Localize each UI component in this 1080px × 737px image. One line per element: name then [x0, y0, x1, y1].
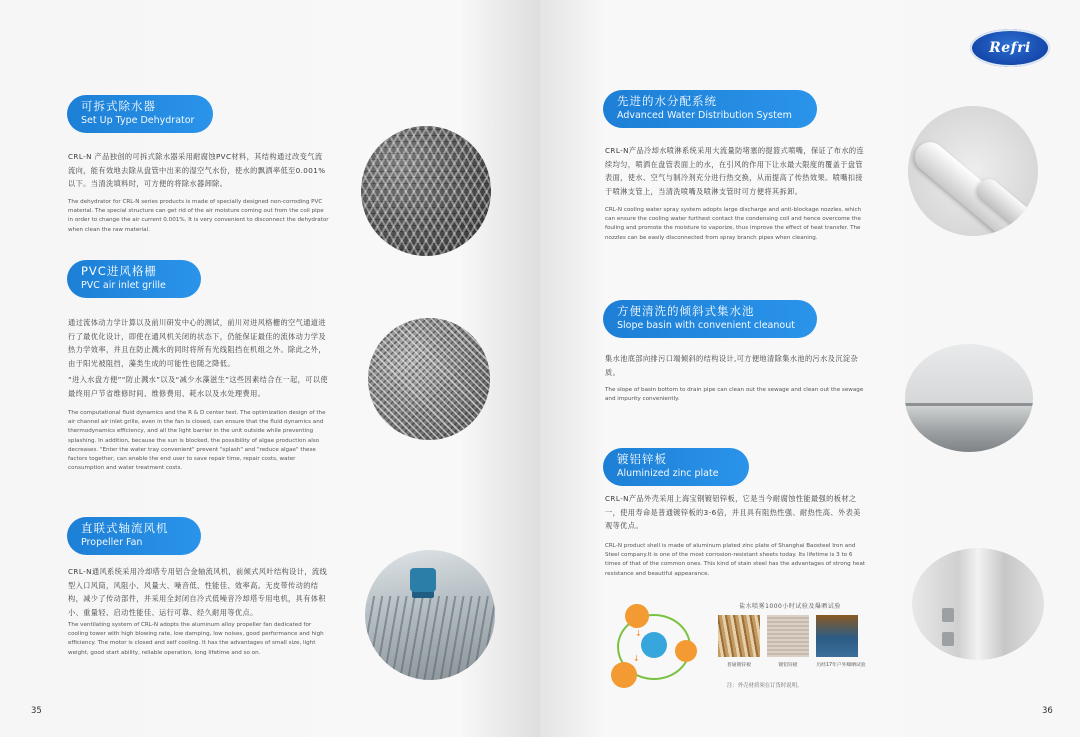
basin-title-en: Slope basin with convenient cleanout — [617, 320, 795, 331]
plate-title-en: Aluminized zinc plate — [617, 468, 719, 479]
sample-label: 普通镀锌板 — [727, 663, 751, 668]
cycle-arrow-icon: ↓ — [635, 629, 642, 638]
basin-en-text: The slope of basin bottom to drain pipe can clean out the sewage and clean out the sewage and impurity conveniently. — [605, 387, 864, 403]
grille-en-text: The computational fluid dynamics and the R & D center test. The optimization design of the air channel air inlet grille, even in the fan is closed, can ensure that the fluid dynamics and thermodynamics efficiency, and all the light barrier in the unit outside while preventing splashing. In addition, because the sun is blocked, the possibility of algae production also decreases. "Enter the water tray convenient" prevent "splash" and "reduce algae" these factors together, can enable the end user to save repair time, repair costs, water consumption and water treatment costs. — [68, 410, 326, 472]
test-title: 盐水喷雾1000小时试验及爆晒试验 — [739, 603, 841, 610]
sample-outdoor-photo — [816, 615, 858, 657]
fan-title-en: Propeller Fan — [81, 537, 143, 548]
dehydrator-title-en: Set Up Type Dehydrator — [81, 115, 195, 126]
sample-label: 镀铝锌板 — [778, 663, 798, 668]
page-number-right: 36 — [1042, 706, 1053, 716]
dehydrator-title-cn: 可拆式除水器 — [81, 99, 156, 113]
water-title-cn: 先进的水分配系统 — [617, 94, 717, 108]
plate-en-text: CRL-N product shell is made of aluminum plated zinc plate of Shanghai Baosteel Iron and Steel company.It is one of the most corrosion-resistant sheets today. Its lifetime is 3 to 6 times of that of the common ones. This kind of stain steel has the advantages of strong heat resistance and beautiful appearance. — [605, 543, 866, 577]
water-en-text: CRL-N cooling water spray system adopts large discharge and anti-blockage nozzles, which can ensure the cooling water furthest contact the condensing coil and hence overcome the fouling and promote the moisture to vaporize, thus improve the effect of heat transfer. The nozzles can be easily disconnected from spray branch pipes when cleaning. — [605, 207, 862, 241]
grille-title-cn: PVC进风格栅 — [81, 264, 157, 278]
cycle-node-1 — [625, 604, 649, 628]
dehydrator-en-text: The dehydrator for CRL-N series products is made of specially designed non-corroding PVC material. The special structure can get rid of the air moisture coming out from the coil pipe in order to change the air current 0.001%. It is very convenient to disconnect the dehydrator when clean the raw material. — [68, 199, 329, 233]
basin-title-cn: 方便清洗的倾斜式集水池 — [617, 304, 755, 318]
basin-photo — [905, 344, 1033, 452]
sample-aluzinc-photo — [767, 615, 809, 657]
cycle-arrow-icon: ↓ — [633, 654, 640, 663]
fan-cn-text: CRL-N通风系统采用冷却塔专用铝合金轴流风机，前倾式风叶结构设计，流线型入口风筒，风阻小、风量大、噪音低、性能佳、效率高。无皮带传动的结构，减少了传动部件，并采用全封闭自冷式低噪音冷却塔专用电机，具有体积小、重量轻、启动性能佳、运行可靠、经久耐用等优点。 — [68, 567, 328, 617]
fan-photo — [365, 550, 495, 680]
sample-label: 历经17年户外曝晒试验 — [816, 663, 866, 668]
grille-heading — [67, 260, 201, 298]
fan-en-text: The ventilating system of CRL-N adopts the aluminum alloy propeller fan dedicated for cooling tower with high blowing rate, low damping, low noises, good performance and high efficiency. The motor is closed and self cooling. It has the advantages of small size, light weight, good start ability, reliable operation, long lifetime and so on. — [68, 622, 324, 656]
grille-photo — [368, 318, 490, 440]
material-note: 注：外壳材质须在订货时说明。 — [727, 683, 803, 689]
cycle-node-2 — [641, 632, 667, 658]
grille-cn-text-1: 通过流体动力学计算以及前川研发中心的测试，前川对进风格栅的空气通道进行了最优化设计，即使在通风机关闭的状态下，仍能保证最佳的流体动力学及热力学效率，并且在防止溅水的同时将所有光线阻挡在机组之外。除此之外，由于阳光被阻挡，藻类生成的可能性也随之降低。 — [68, 318, 326, 368]
refri-logo — [970, 29, 1050, 67]
plate-title-cn: 镀铝锌板 — [617, 452, 667, 466]
grille-title-en: PVC air inlet grille — [81, 280, 166, 291]
corrosion-cycle-diagram — [605, 604, 703, 688]
basin-heading — [603, 300, 817, 338]
grille-cn-text-2: “进入水盘方便”“防止溅水”以及“减少水藻滋生”这些因素结合在一起，可以使最终用户节省维修时间、维修费用、耗水以及水处理费用。 — [68, 375, 328, 398]
plate-cn-text: CRL-N产品外壳采用上海宝钢镀铝锌板，它是当今耐腐蚀性能最强的板材之一，使用寿命是普通镀锌板的3-6倍，并且具有阻热性强、耐热性高、外表美观等优点。 — [605, 494, 861, 530]
water-title-en: Advanced Water Distribution System — [617, 110, 792, 121]
plate-heading — [603, 448, 749, 486]
zinc-plate-photo — [912, 548, 1044, 660]
salt-spray-test-panel — [712, 601, 868, 673]
dehydrator-photo — [361, 126, 491, 256]
dehydrator-cn-text: CRL-N 产品独创的可拆式除水器采用耐腐蚀PVC材料，其结构通过改变气流流向，能有效地去除从盘管中出来的湿空气水份，使水的飘洒率低至0.001%以下。当清洗填料时，可方便的将除水器卸除。 — [68, 152, 326, 188]
spray-pipe-photo — [908, 106, 1038, 236]
fan-title-cn: 直联式轴流风机 — [81, 521, 169, 535]
logo-text: Refri — [989, 40, 1031, 56]
page-number-left: 35 — [31, 706, 42, 716]
cycle-node-4 — [611, 662, 637, 688]
dehydrator-heading — [67, 95, 213, 133]
water-cn-text: CRL-N产品冷却水喷淋系统采用大流量防堵塞的提篮式喷嘴，保证了布水的连续均匀，喷洒在盘管表面上的水，在引风的作用下让水最大限度的覆盖于盘管表面，使水、空气与制冷剂充分进行热交换，从而提高了传热效果。喷嘴扣接于喷淋支管上，当清洗喷嘴及喷淋支管时可方便将其拆卸。 — [605, 146, 865, 196]
cycle-node-3 — [675, 640, 697, 662]
sample-galvanized-photo — [718, 615, 760, 657]
basin-cn-text: 集水池底部向排污口端倾斜的结构设计,可方便地清除集水池的污水及沉淀杂质。 — [605, 354, 859, 377]
fan-heading — [67, 517, 201, 555]
water-heading — [603, 90, 817, 128]
